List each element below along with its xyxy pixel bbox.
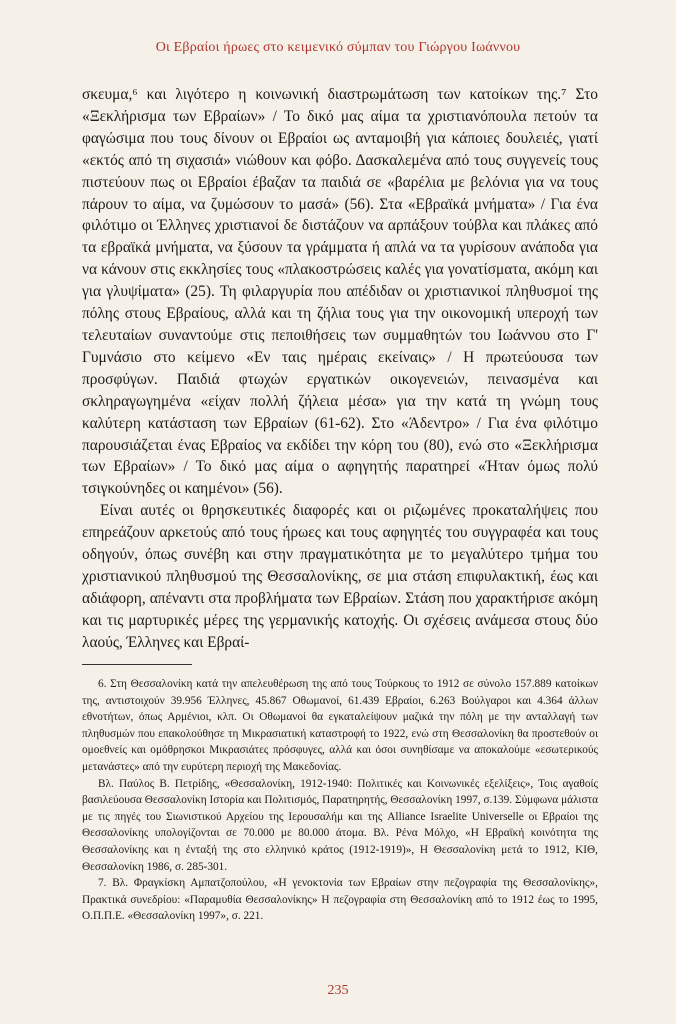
body-paragraph: Είναι αυτές οι θρησκευτικές διαφορές και οι ριζωμένες προκαταλήψεις που επηρεάζουν αρκετούς από τους ήρωες και τους αφηγητές του συγγραφέα και τους οδηγούν, όπως συνέβη και στην πραγματικότητα με το μεγαλύτερο τμήμα του χριστιανικού πληθυσμού της Θεσσαλονίκης, σε μια στάση επιφυλακτική, έως και αδιάφορη, απέναντι στα προβλήματα των Εβραίων. Στάση που χαρακτήρισε ακόμη και τις μαρτυρικές μέρες της γερμανικής κατοχής. Οι σχέσεις ανάμεσα στους δύο λαούς, Έλληνες και Εβραί- [82, 502, 598, 651]
footnote-divider [82, 664, 192, 665]
footnote: 7. Βλ. Φραγκίσκη Αμπατζοπούλου, «Η γενοκτονία των Εβραίων στην πεζογραφία της Θεσσαλονίκης», Πρακτικά συνεδρίου: «Παραμυθία Θεσσαλονίκης» Η πεζογραφία στη Θεσσαλονίκη από το 1912 έως το 1995, Ο.Π.Π.Ε. «Θεσσαλονίκη 1997», σ. 221. [82, 877, 598, 923]
page-number: 235 [327, 983, 349, 998]
running-head: Οι Εβραίοι ήρωες στο κειμενικό σύμπαν του Γιώργου Ιωάννου [155, 40, 521, 55]
footnote: Βλ. Παύλος Β. Πετρίδης, «Θεσσαλονίκη, 1912-1940: Πολιτικές και Κοινωνικές εξελίξεις», Τοις αγαθοίς βασιλεύουσα Θεσσαλονίκη Ιστορία και Πολιτισμός, Παρατηρητής, Θεσσαλονίκη 1997, σ.139. Σύμφωνα μάλιστα με τις πηγές του Σιωνιστικού Αρχείου της Ιερουσαλήμ και της Alliance Israelite Universelle οι Εβραίοι της Θεσσαλονίκης υπολογίζονται σε 70.000 με 80.000 άτομα. Βλ. Ρένα Μόλχο, «Η Εβραϊκή κοινότητα της Θεσσαλονίκης και η ένταξή της στο ελληνικό κράτος (1912-1919)», Η Θεσσαλονίκη μετά το 1912, ΚΙΘ, Θεσσαλονίκη 1986, σ. 285-301. [82, 777, 598, 873]
footnotes [82, 676, 598, 925]
main-text [82, 84, 598, 654]
footnote: 6. Στη Θεσσαλονίκη κατά την απελευθέρωση της από τους Τούρκους το 1912 σε σύνολο 157.889 κατοίκων της, αντιστοιχούν 39.956 Έλληνες, 45.867 Οθωμανοί, 61.439 Εβραίοι, 6.263 Βούλγαροι και 4.364 άλλων εθνοτήτων, όπως Αρμένιοι, κλπ. Οι Οθωμανοί θα εγκαταλείψουν μαζικά την πόλη με την ανταλλαγή των πληθυσμών που επακολούθησε τη Μικρασιατική καταστροφή το 1922, ενώ στη Θεσσαλονίκη θα προστεθούν οι ομοεθνείς και ομόθρησκοι Μικρασιάτες πρόσφυγες, αλλά και όσοι συνηθίσαμε να αποκαλούμε «εσωτερικούς μετανάστες» από την ευρύτερη περιοχή της Μακεδονίας. [82, 678, 598, 773]
body-paragraph: σκευμα,⁶ και λιγότερο η κοινωνική διαστρωμάτωση των κατοίκων της.⁷ Στο «Ξεκλήρισμα των Εβραίων» / Το δικό μας αίμα τα χριστιανόπουλα πετούν τα φαγώσιμα που τους δίνουν οι Εβραίοι ως ανταμοιβή για κάποιες δουλειές, γιατί «εκτός από τη σιχασιά» νιώθουν και φόβο. Δασκαλεμένα από τους συγγενείς τους πιστεύουν πως οι Εβραίοι έβαζαν τα παιδιά σε «βαρέλια με βελόνια για να τους πάρουν το αίμα, να ζυμώσουν το μασά» (56). Στα «Εβραϊκά μνήματα» / Για ένα φιλότιμο οι Έλληνες χριστιανοί δε διστάζουν να αρπάξουν τούβλα και πλάκες από τα εβραϊκά μνήματα, να ξύσουν τα γράμματα ή απλά να τα γυρίσουν ανάποδα για να κάνουν στις εκκλησίες τους «πλακοστρώσεις καλές για γονατίσματα, ακόμη και για γλυψίματα» (25). Τη φιλαργυρία που απέδιδαν οι χριστιανικοί πληθυσμοί της πόλης στους Εβραίους, αλλά και τη ζήλια τους για την οικονομική υπεροχή των τελευταίων συναντούμε στις πεποιθήσεις των συμμαθητών του Ιωάννου στο Γ' Γυμνάσιο στο κείμενο «Εν ταις ημέραις εκείναις» / Η πρωτεύουσα των προσφύγων. Παιδιά φτωχών εργατικών οικογενειών, πεινασμένα και σκληραγωγημένα «είχαν πολλή ζήλεια μέσα» για την κατά τη γνώμη τους καλύτερη κατάσταση των Εβραίων (61-62). Στο «Άδεντρο» / Για ένα φιλότιμο παρουσιάζεται ένας Εβραίος να εκδίδει την κόρη του (80), ενώ στο «Ξεκλήρισμα των Εβραίων» / Το δικό μας αίμα ο αφηγητής παρατηρεί «Ήταν όμως πολύ τσιγκούνηδες οι καημένοι» (56). [82, 86, 598, 498]
